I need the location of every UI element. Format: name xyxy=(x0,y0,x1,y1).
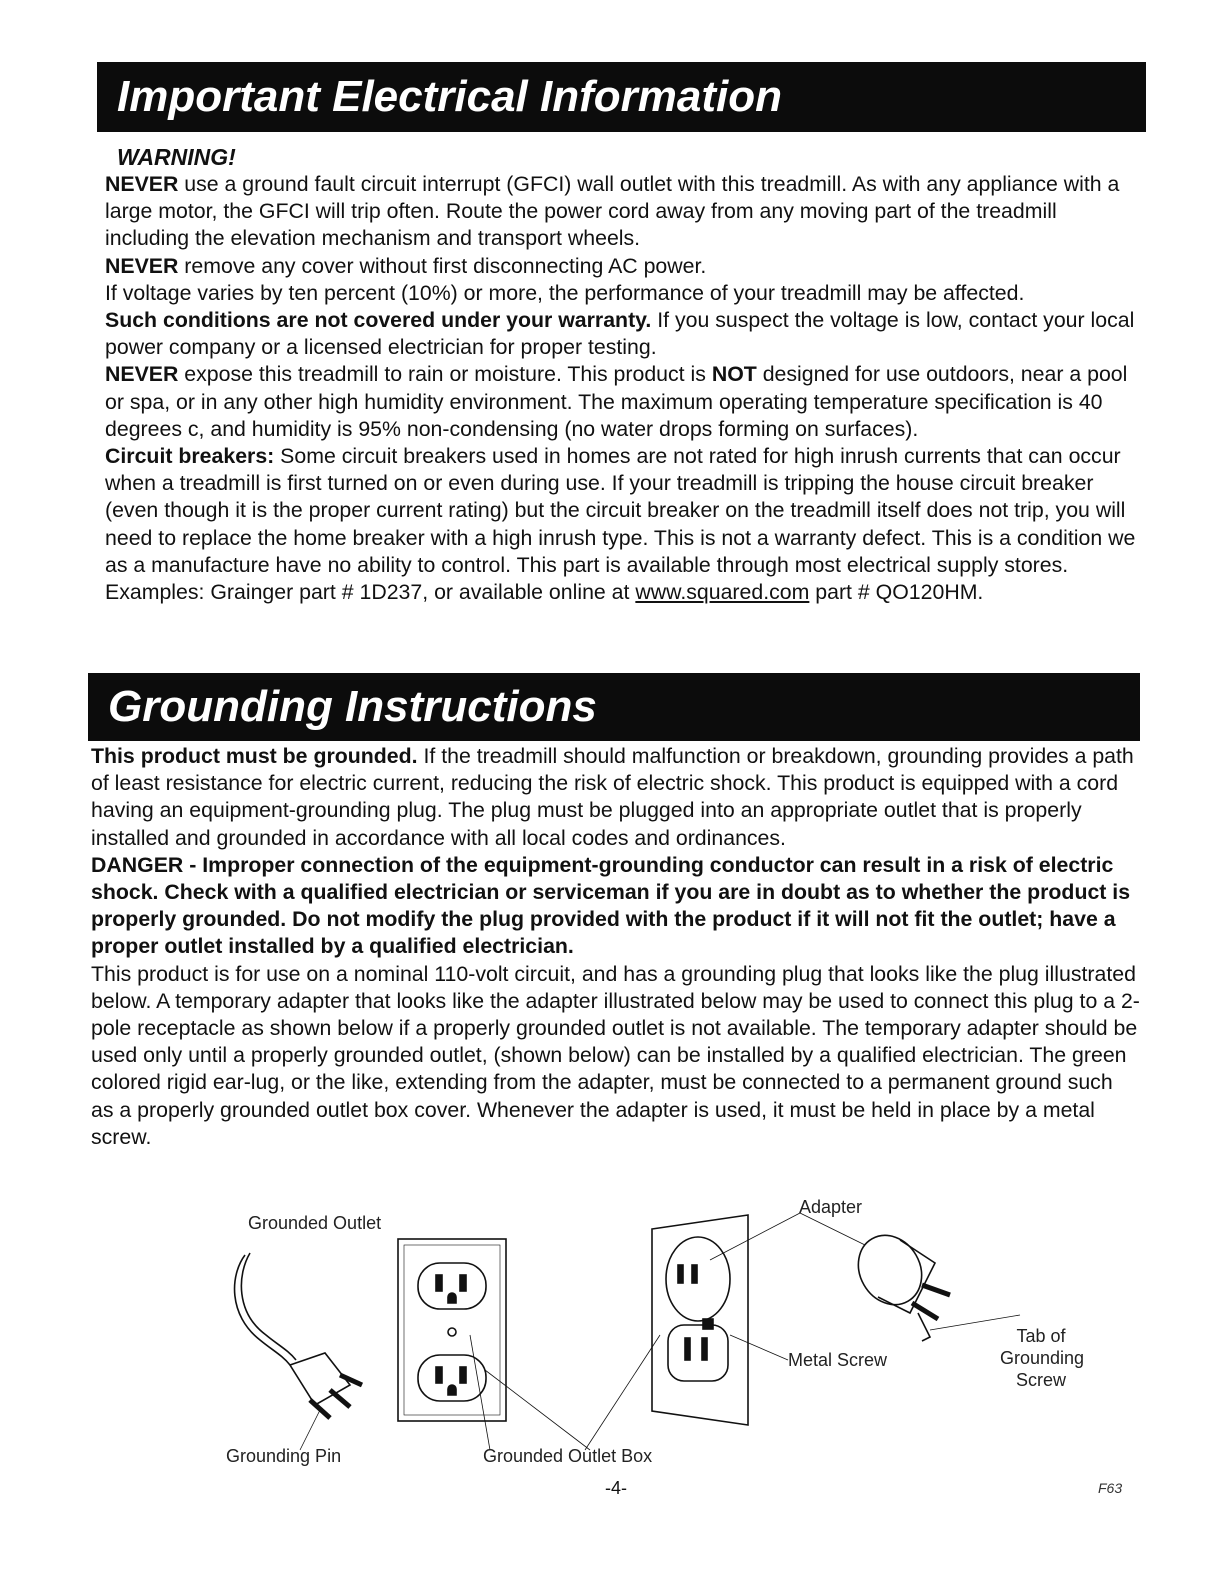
warning-paragraph-cover: NEVER remove any cover without first disconnecting AC power. xyxy=(105,253,707,278)
label-tab-of-grounding-screw: Tab of Grounding Screw xyxy=(1000,1326,1085,1390)
section-banner-grounding xyxy=(88,673,1140,741)
section-title-electrical: Important Electrical Information xyxy=(117,72,782,121)
grounded-outlet-icon xyxy=(398,1239,506,1421)
warning-paragraph-breakers: Circuit breakers: Some circuit breakers used in homes are not rated for high inrush currents that can occur when a treadmill is first turned on or even during use. If your treadmill is tripping the house circuit breaker (even though it is the proper current rating) but the circuit breaker on the treadmill itself does not trip, you will need to replace the home breaker with a high inrush type. This is not a warranty defect. This is a condition we as a manufacture have no ability to control. This part is available through most electrical supply stores. Examples: Grainger part # 1D237, or available online at www.squared.com part # QO120HM. xyxy=(105,444,1136,605)
warning-paragraph-moisture: NEVER expose this treadmill to rain or moisture. This product is NOT designed for use outdoors, near a pool or spa, or in any other high humidity environment. The maximum operating temperature specification is 40 degrees c, and humidity is 95% non-condensing (no water drops forming on surfaces). xyxy=(105,362,1128,441)
warning-paragraph-voltage: If voltage varies by ten percent (10%) or more, the performance of your treadmill may be affected. xyxy=(105,280,1025,305)
grounding-paragraph-adapter: This product is for use on a nominal 110-volt circuit, and has a grounding plug that looks like the plug illustrated below. A temporary adapter that looks like the adapter illustrated below may be used to connect this plug to a 2-pole receptacle as shown below if a properly grounded outlet is not available. The temporary adapter should be used only until a properly grounded outlet, (shown below) can be installed by a qualified electrician. The green colored rigid ear-lug, or the like, extending from the adapter, must be connected to a permanent ground such as a properly grounded outlet box cover. Whenever the adapter is used, it must be held in place by a metal screw. xyxy=(91,961,1140,1149)
adapter-receptacle-icon xyxy=(652,1215,748,1425)
warning-paragraph-gfci: NEVER use a ground fault circuit interrupt (GFCI) wall outlet with this treadmill. As with any appliance with a large motor, the GFCI will trip often. Route the power cord away from any moving part of the treadmill including the elevation mechanism and transport wheels. xyxy=(105,172,1120,251)
document-code: F63 xyxy=(1098,1480,1123,1496)
squared-link[interactable]: www.squared.com xyxy=(635,580,810,605)
grounding-paragraph-intro: This product must be grounded. If the treadmill should malfunction or breakdown, grounding provides a path of least resistance for electric current, reducing the risk of electric shock. This product is equipped with a cord having an equipment-grounding plug. The plug must be plugged into an appropriate outlet that is properly installed and grounded in accordance with all local codes and ordinances. xyxy=(91,744,1134,850)
danger-paragraph: DANGER - Improper connection of the equipment-grounding conductor can result in a risk of electric shock. Check with a qualified electrician or serviceman if you are in doubt as to whether the product is properly grounded. Do not modify the plug provided with the product if it will not fit the outlet; have a proper outlet installed by a qualified electrician. xyxy=(91,852,1131,959)
adapter-icon xyxy=(846,1224,950,1341)
label-grounded-outlet: Grounded Outlet xyxy=(248,1213,382,1233)
label-grounding-pin: Grounding Pin xyxy=(226,1446,342,1466)
page-number: -4- xyxy=(605,1478,627,1498)
section-banner-electrical xyxy=(97,62,1146,132)
label-adapter: Adapter xyxy=(799,1197,863,1217)
label-grounded-outlet-box: Grounded Outlet Box xyxy=(483,1446,653,1466)
warning-title: WARNING! xyxy=(117,144,236,170)
warning-paragraph-warranty: Such conditions are not covered under your warranty. If you suspect the voltage is low, contact your local power company or a licensed electrician for proper testing. xyxy=(105,308,1135,360)
grounding-plug-icon xyxy=(235,1253,362,1418)
section-title-grounding: Grounding Instructions xyxy=(108,682,597,731)
warning-section xyxy=(105,144,1145,606)
label-metal-screw: Metal Screw xyxy=(788,1350,888,1370)
grounding-section xyxy=(91,743,1141,1151)
